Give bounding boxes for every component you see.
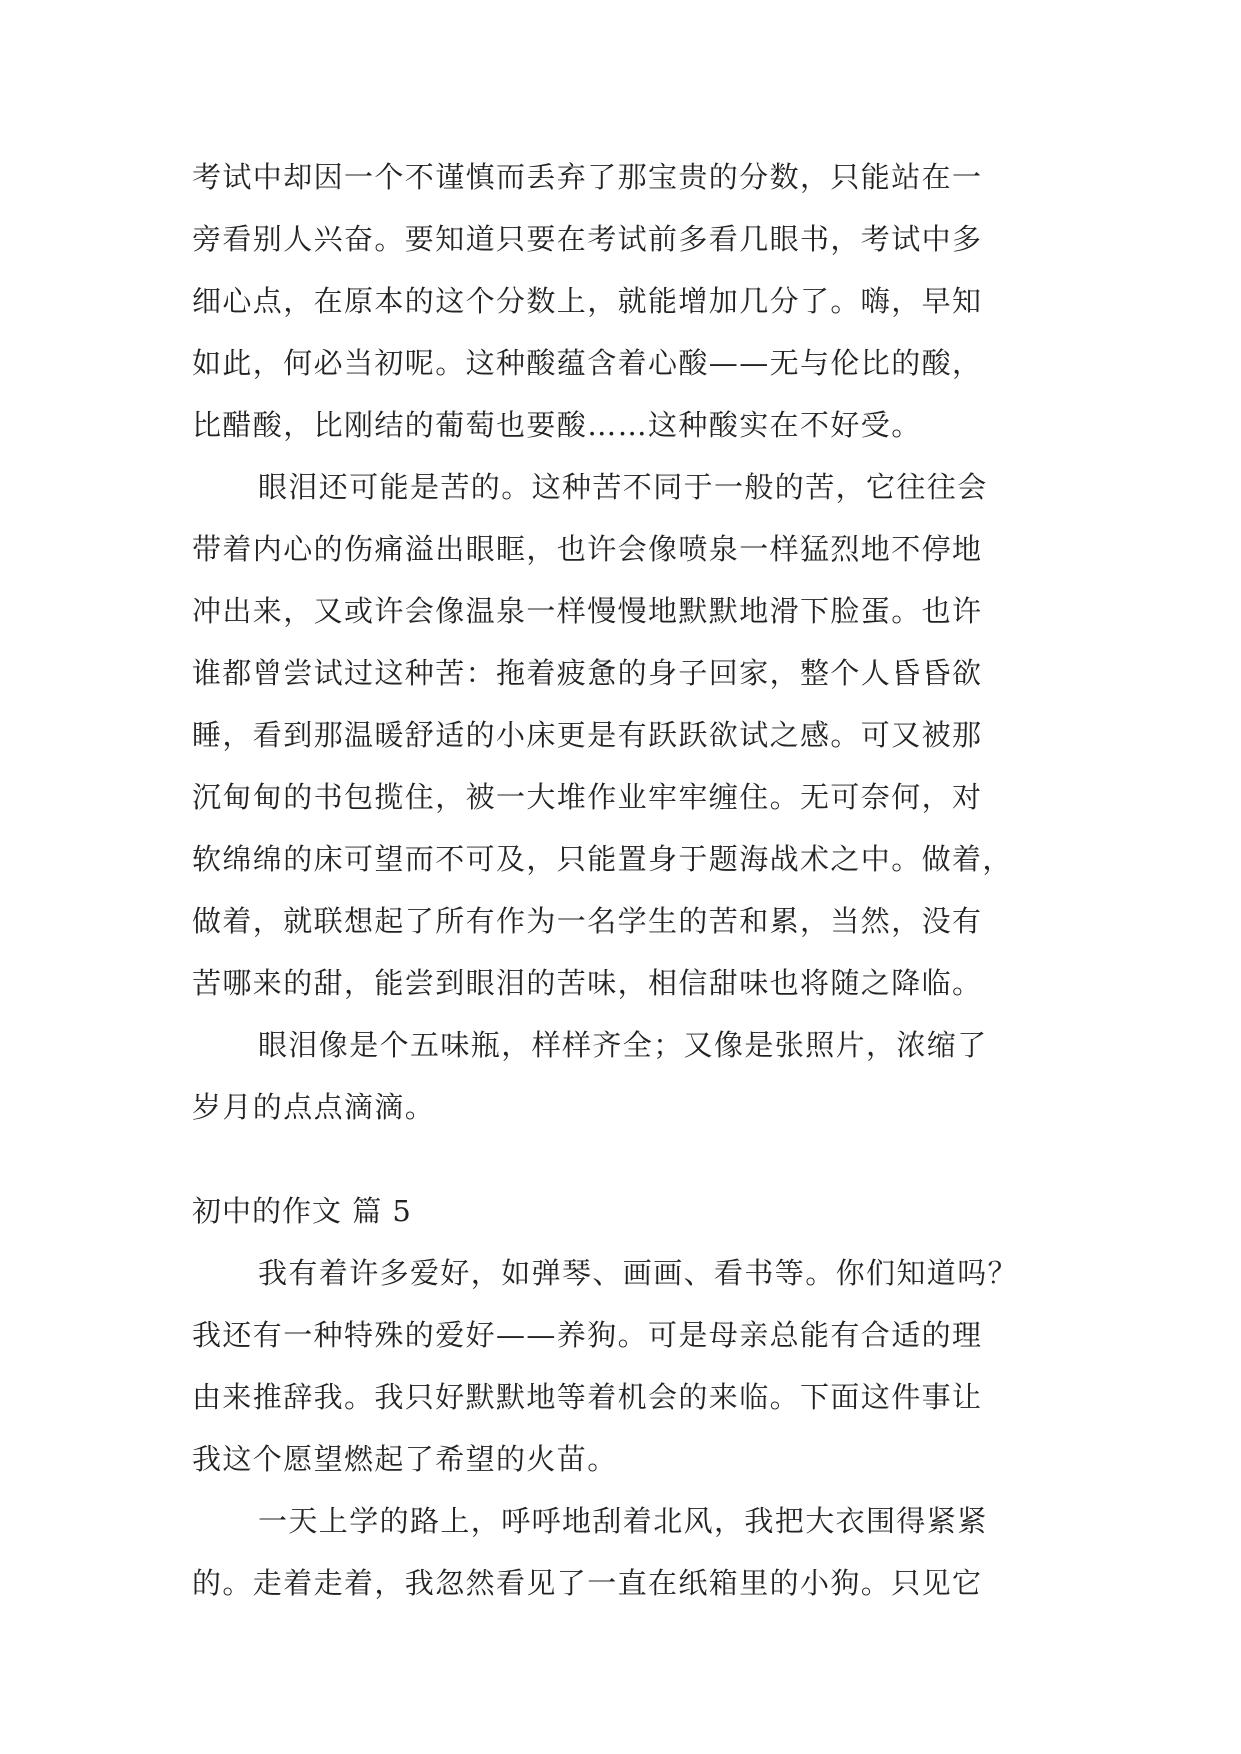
paragraph-first-line: 一天上学的路上，呼呼地刮着北风，我把大衣围得紧紧 — [258, 1504, 988, 1538]
text-line: 谁都曾尝试过这种苦：拖着疲惫的身子回家，整个人昏昏欲 — [192, 656, 983, 690]
text-line: 细心点，在原本的这个分数上，就能增加几分了。嗨，早知 — [192, 284, 983, 318]
text-line: 带着内心的伤痛溢出眼眶，也许会像喷泉一样猛烈地不停地 — [192, 532, 983, 566]
paragraph-first-line: 眼泪还可能是苦的。这种苦不同于一般的苦，它往往会 — [258, 470, 988, 504]
text-line: 岁月的点点滴滴。 — [192, 1090, 436, 1124]
paragraph-first-line: 我有着许多爱好，如弹琴、画画、看书等。你们知道吗？ — [258, 1256, 1019, 1290]
section-heading: 初中的作文 篇 5 — [192, 1194, 412, 1228]
text-line: 软绵绵的床可望而不可及，只能置身于题海战术之中。做着， — [192, 842, 1013, 876]
text-line: 由来推辞我。我只好默默地等着机会的来临。下面这件事让 — [192, 1380, 983, 1414]
text-line: 旁看别人兴奋。要知道只要在考试前多看几眼书，考试中多 — [192, 222, 983, 256]
paragraph-first-line: 眼泪像是个五味瓶，样样齐全；又像是张照片，浓缩了 — [258, 1028, 988, 1062]
text-line: 苦哪来的甜，能尝到眼泪的苦味，相信甜味也将随之降临。 — [192, 966, 983, 1000]
text-line: 如此，何必当初呢。这种酸蕴含着心酸——无与伦比的酸， — [192, 346, 983, 380]
text-line: 我这个愿望燃起了希望的火苗。 — [192, 1442, 618, 1476]
text-line: 比醋酸，比刚结的葡萄也要酸……这种酸实在不好受。 — [192, 408, 922, 442]
text-line: 我还有一种特殊的爱好——养狗。可是母亲总能有合适的理 — [192, 1318, 983, 1352]
text-line: 睡，看到那温暖舒适的小床更是有跃跃欲试之感。可又被那 — [192, 718, 983, 752]
text-line: 冲出来，又或许会像温泉一样慢慢地默默地滑下脸蛋。也许 — [192, 594, 983, 628]
text-line: 做着，就联想起了所有作为一名学生的苦和累，当然，没有 — [192, 904, 983, 938]
text-line: 沉甸甸的书包揽住，被一大堆作业牢牢缠住。无可奈何，对 — [192, 780, 983, 814]
text-line: 的。走着走着，我忽然看见了一直在纸箱里的小狗。只见它 — [192, 1566, 983, 1600]
text-line: 考试中却因一个不谨慎而丢弃了那宝贵的分数，只能站在一 — [192, 160, 983, 194]
